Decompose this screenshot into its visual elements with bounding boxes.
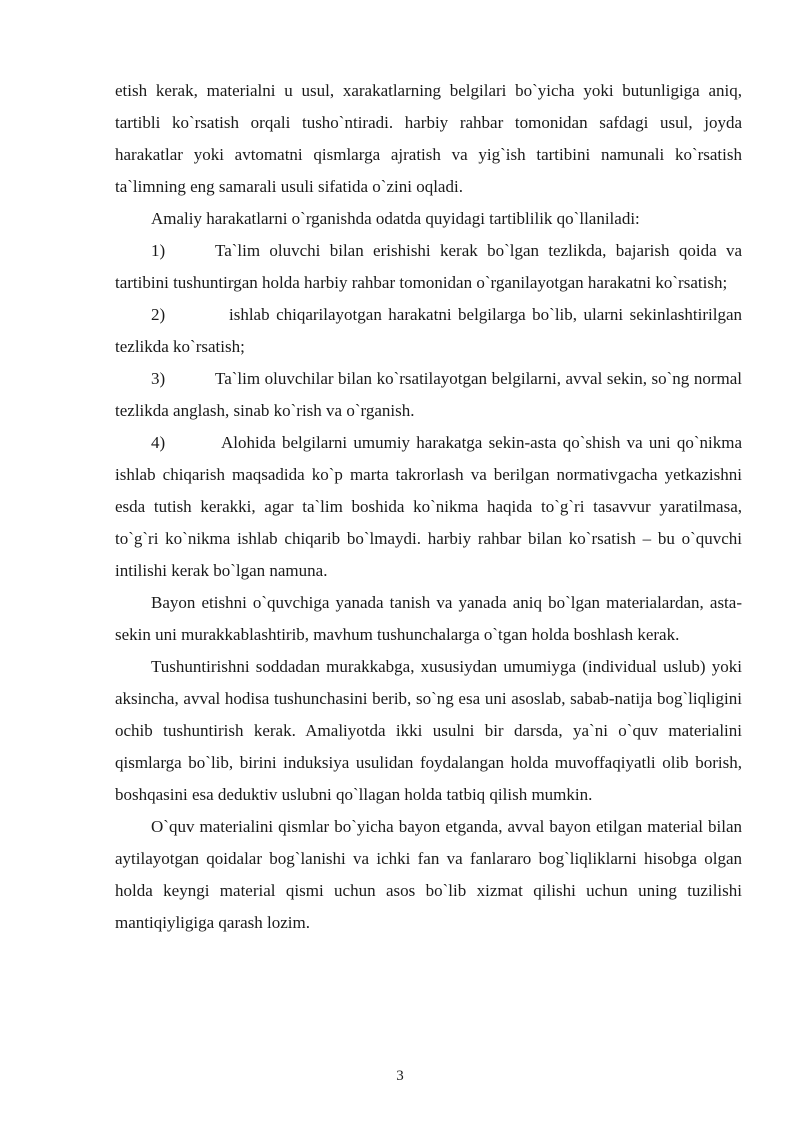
list-item [115, 235, 742, 299]
list-item-number: 4) [151, 433, 166, 452]
paragraph-1: etish kerak, materialni u usul, xarakatlarning belgilari bo`yicha yoki butunligiga aniq, tartibli ko`rsatish orqali tusho`ntiradi. harbiy rahbar tomonidan safdagi usul, joyda harakatlar yoki avtomatni qismlarga ajratish va yig`ish tartibini namunali ko`rsatish ta`limning eng samarali usuli sifatida o`zini oqladi. [115, 81, 742, 196]
body-text [115, 75, 742, 939]
list-item-text: Alohida belgilarni umumiy harakatga sekin-asta qo`shish va uni qo`nikma ishlab chiqarish maqsadida ko`p marta takrorlash va berilgan normativgacha yetkazishni esda tutish kerakki, agar ta`lim boshida ko`nikma haqida to`g`ri tasavvur yaratilmasa, to`g`ri ko`nikma ishlab chiqarib bo`lmaydi. harbiy rahbar bilan ko`rsatish – bu o`quvchi intilishi kerak bo`lgan namuna. [115, 433, 742, 580]
list-item [115, 427, 742, 587]
list-item [115, 363, 742, 427]
paragraph-3: Bayon etishni o`quvchiga yanada tanish va yanada aniq bo`lgan materialardan, asta-sekin uni murakkablashtirib, mavhum tushunchalarga o`tgan holda boshlash kerak. [115, 593, 742, 644]
list-item [115, 299, 742, 363]
list-item-text: Ta`lim oluvchi bilan erishishi kerak bo`lgan tezlikda, bajarish qoida va tartibini tushuntirgan holda harbiy rahbar tomonidan o`rganilayotgan harakatni ko`rsatish; [115, 241, 742, 292]
list-item-number: 1) [151, 241, 166, 260]
list-item-text: Ta`lim oluvchilar bilan ko`rsatilayotgan belgilarni, avval sekin, so`ng normal tezlikda anglash, sinab ko`rish va o`rganish. [115, 369, 742, 420]
list-item-text: ishlab chiqarilayotgan harakatni belgilarga bo`lib, ularni sekinlashtirilgan tezlikda ko`rsatish; [115, 305, 742, 356]
page-number: 3 [396, 1068, 404, 1084]
paragraph-4: Tushuntirishni soddadan murakkabga, xususiydan umumiyga (individual uslub) yoki aksincha, avval hodisa tushunchasini berib, so`ng esa uni asoslab, sabab-natija bog`liqligini ochib tushuntirish kerak. Amaliyotda ikki usulni bir darsda, ya`ni o`quv materialini qismlarga bo`lib, birini induksiya usulidan foydalangan holda muvoffaqiyatli olib borish, boshqasini esa deduktiv uslubni qo`llagan holda tatbiq qilish mumkin. [115, 657, 742, 804]
list-item-number: 3) [151, 369, 166, 388]
paragraph-5: O`quv materialini qismlar bo`yicha bayon etganda, avval bayon etilgan material bilan aytilayotgan qoidalar bog`lanishi va ichki fan va fanlararo bog`liqliklarni hisobga olgan holda keyngi material qismi uchun asos bo`lib xizmat qilishi uchun uning tuzilishi mantiqiyligiga qarash lozim. [115, 817, 742, 932]
list-item-number: 2) [151, 305, 166, 324]
paragraph-2: Amaliy harakatlarni o`rganishda odatda quyidagi tartiblilik qo`llaniladi: [151, 209, 640, 228]
